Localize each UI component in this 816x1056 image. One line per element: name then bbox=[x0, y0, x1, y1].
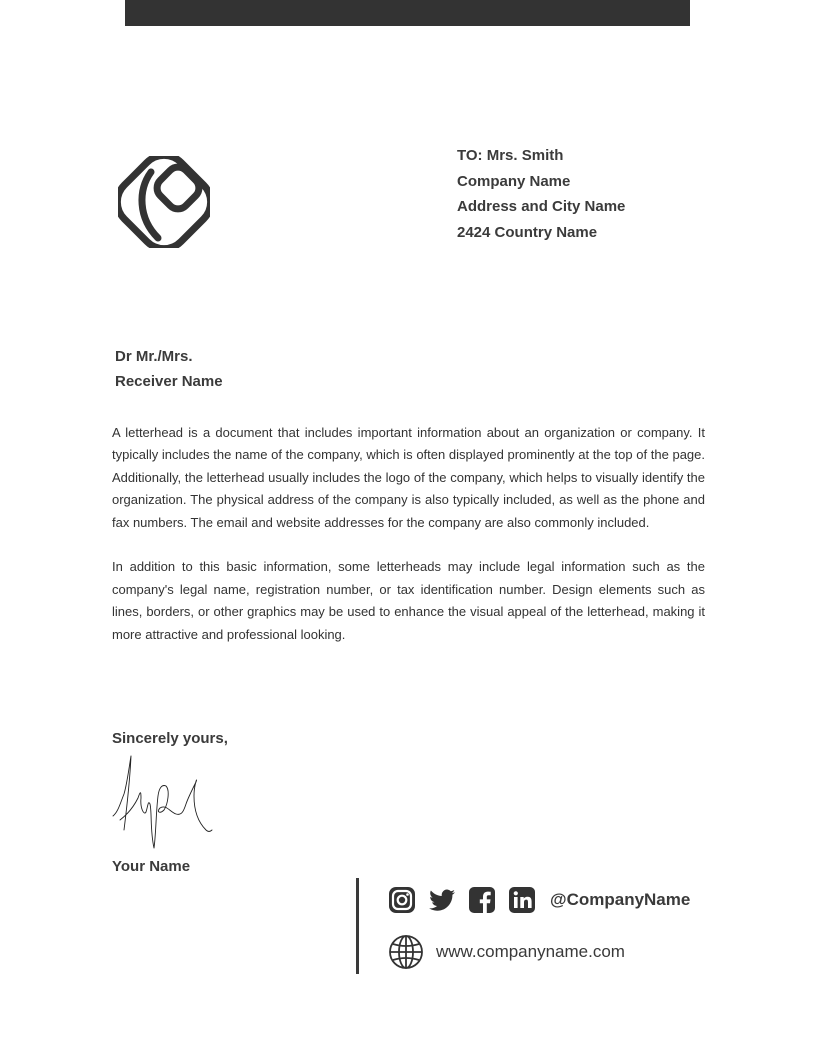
sign-off: Sincerely yours, bbox=[112, 730, 228, 747]
header-bar bbox=[125, 0, 690, 26]
company-logo bbox=[118, 156, 210, 248]
globe-icon bbox=[388, 934, 424, 970]
salutation-block bbox=[115, 344, 223, 394]
instagram-icon[interactable] bbox=[388, 886, 416, 914]
salutation-title: Dr Mr./Mrs. bbox=[115, 348, 193, 365]
recipient-company: Company Name bbox=[457, 172, 571, 190]
body-paragraph-2: In addition to this basic information, some letterheads may include legal information such as the company's legal name, registration number, or tax identification number. Design elements such as lines, borders, or other graphics may be used to enhance the visual appeal of the letterhead, making it more attractive and professional looking. bbox=[112, 559, 705, 642]
social-links bbox=[388, 884, 690, 916]
footer-divider bbox=[356, 878, 359, 974]
linkedin-icon[interactable] bbox=[508, 886, 536, 914]
recipient-name: TO: Mrs. Smith bbox=[457, 147, 564, 164]
letter-body bbox=[112, 422, 705, 668]
company-handle: @CompanyName bbox=[550, 890, 691, 909]
website-row bbox=[388, 934, 625, 970]
facebook-icon[interactable] bbox=[468, 886, 496, 914]
recipient-block bbox=[457, 143, 625, 245]
website-link[interactable]: www.companyname.com bbox=[436, 942, 625, 961]
recipient-address: Address and City Name bbox=[457, 198, 626, 215]
recipient-country: 2424 Country Name bbox=[457, 223, 598, 241]
salutation-receiver: Receiver Name bbox=[115, 373, 223, 390]
signature bbox=[110, 754, 214, 852]
twitter-icon[interactable] bbox=[428, 886, 456, 914]
body-paragraph-1: A letterhead is a document that includes important information about an organization or company. It typically includes the name of the company, which is often displayed prominently at the top of the page. Additionally, the letterhead usually includes the logo of the company, which helps to visually identify the organization. The physical address of the company is also typically included, as well as the phone and fax numbers. The email and website addresses for the company are also commonly included. bbox=[112, 425, 705, 530]
signer-name: Your Name bbox=[112, 858, 191, 875]
